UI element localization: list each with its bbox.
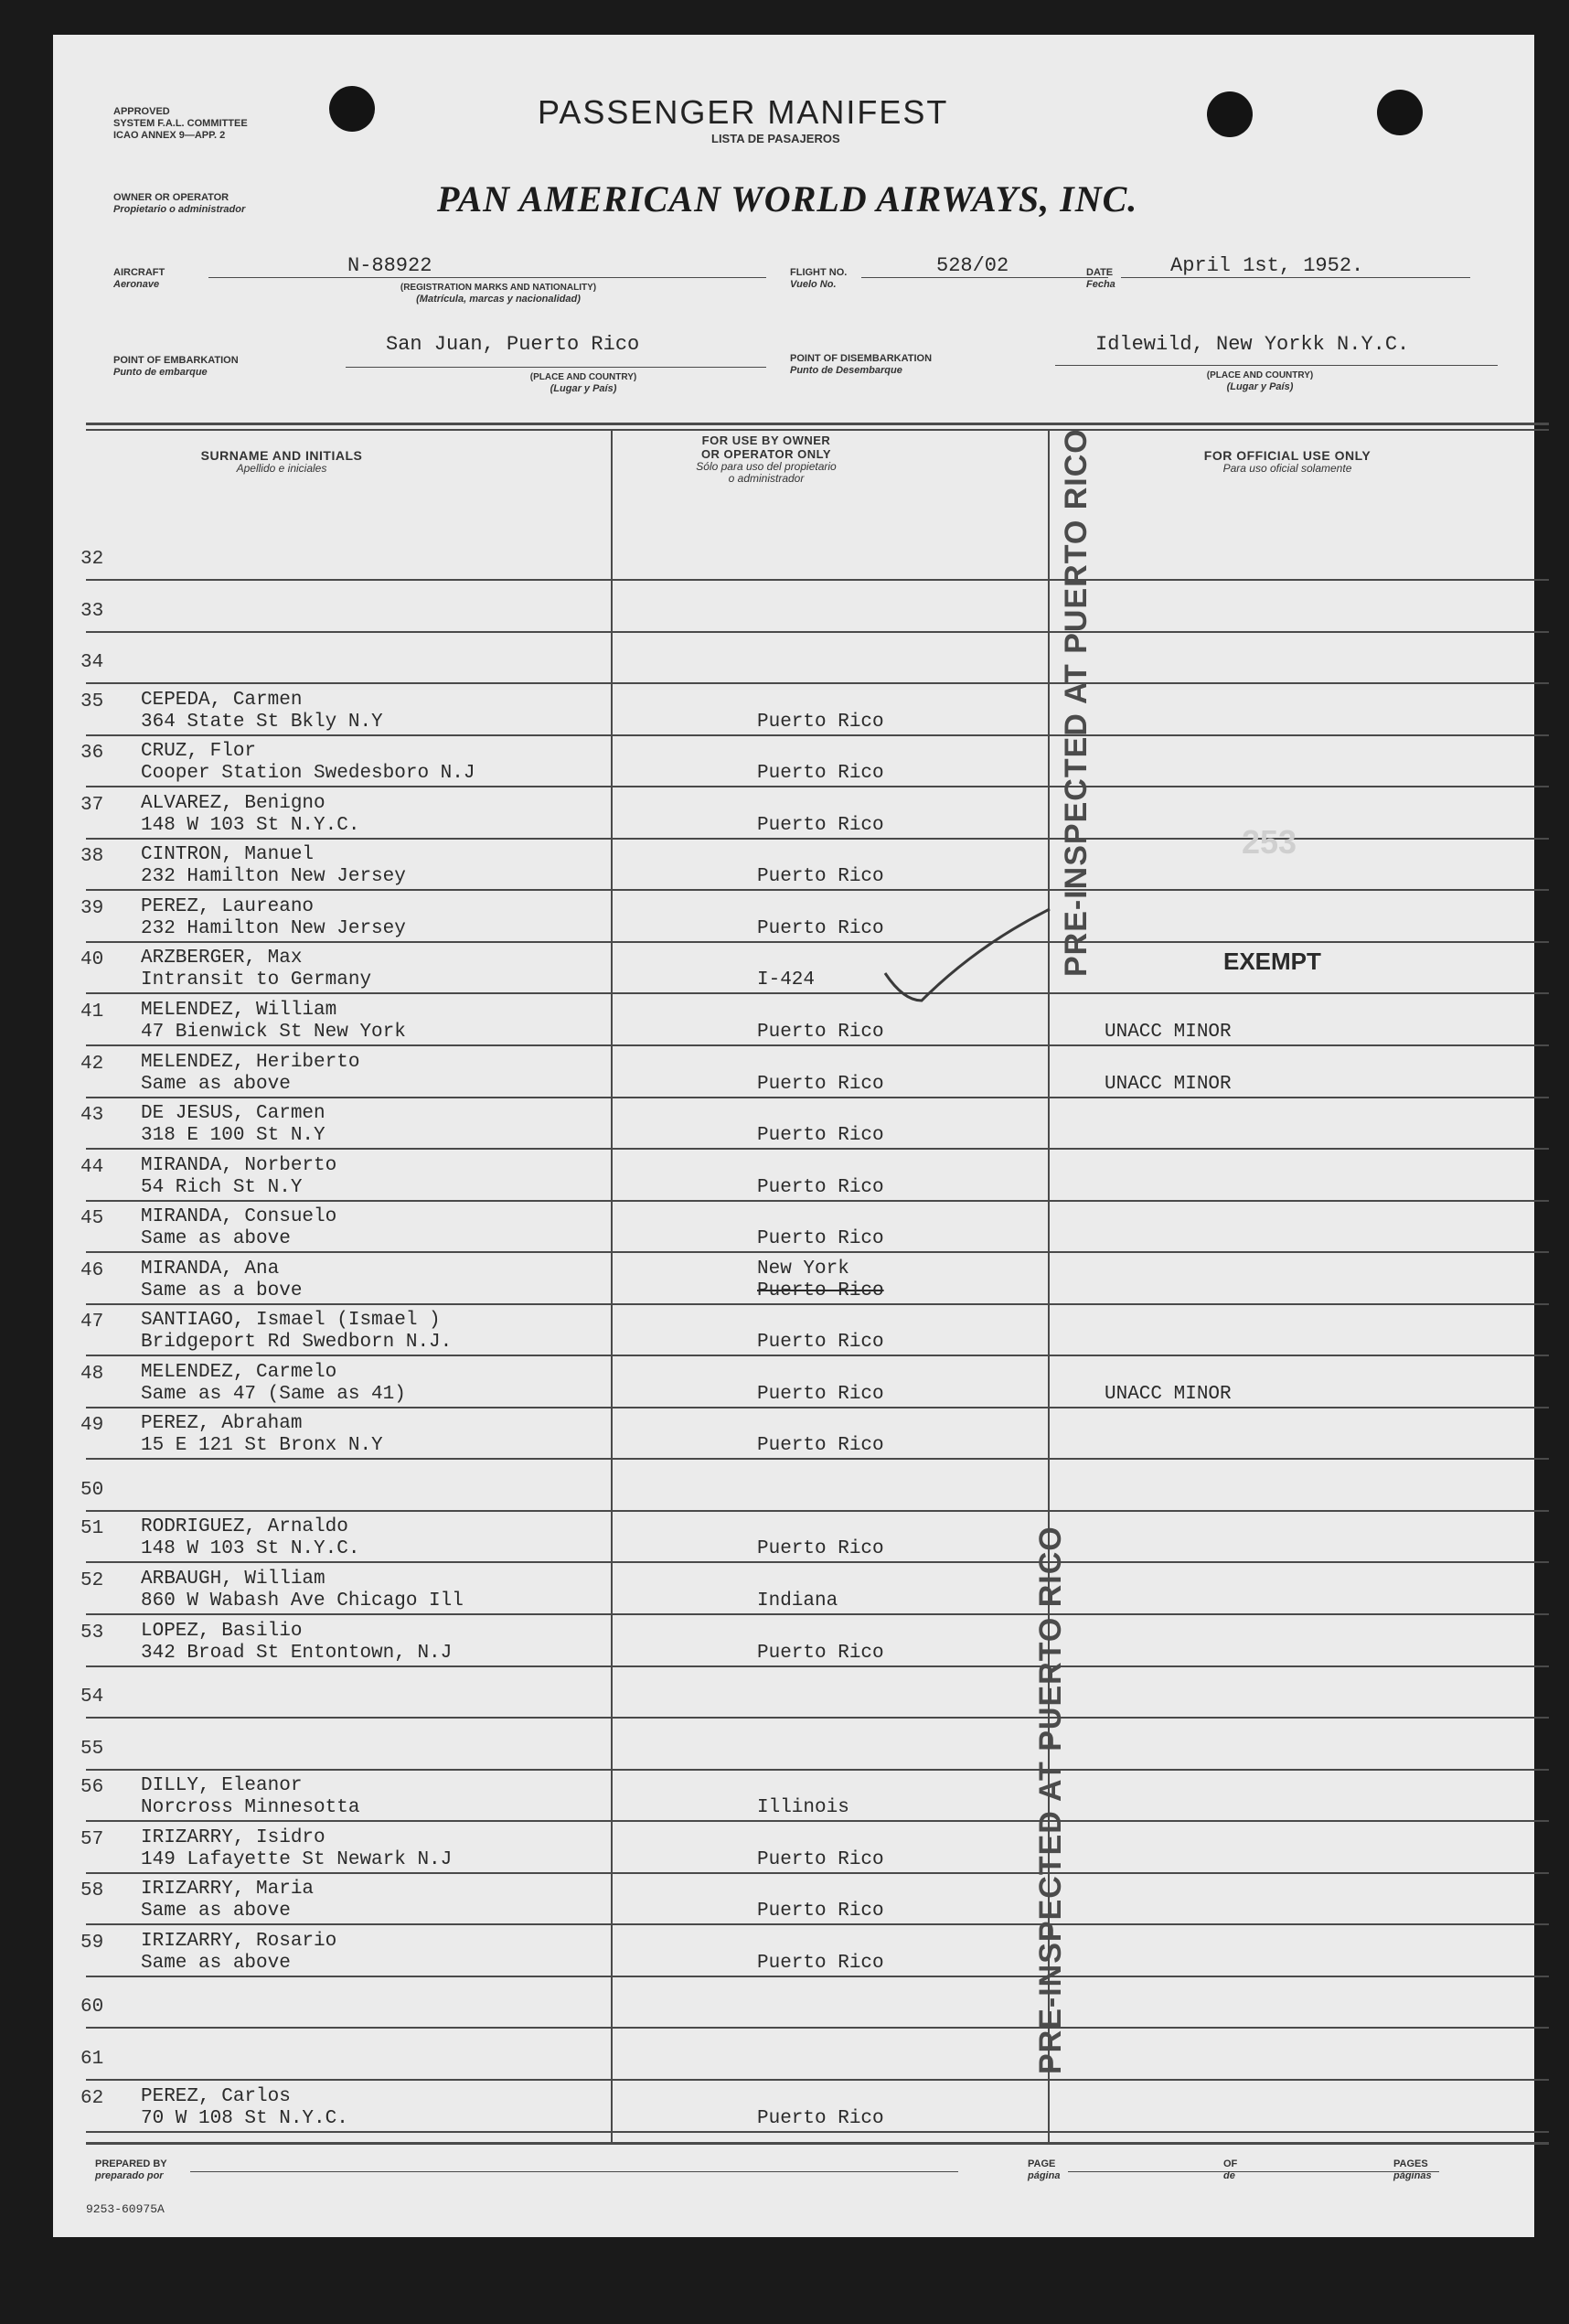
owner-use-value: Puerto Rico <box>757 918 884 939</box>
owner-use-value: Puerto Rico <box>757 1022 884 1043</box>
owner-use-value: Puerto Rico <box>757 1435 884 1456</box>
row-number: 46 <box>80 1260 104 1281</box>
passenger-address: 70 W 108 St N.Y.C. <box>141 2108 348 2129</box>
passenger-name: IRIZARRY, Maria <box>141 1879 315 1900</box>
embark-label-es: Punto de embarque <box>113 367 208 378</box>
table-row <box>53 942 1534 994</box>
owner-use-value: Puerto Rico <box>757 1901 884 1922</box>
disembark-place-note-es: (Lugar y País) <box>1226 381 1294 392</box>
date-underline <box>1121 277 1470 278</box>
passenger-name: ALVAREZ, Benigno <box>141 793 326 814</box>
flight-label <box>790 267 847 291</box>
col-header-owner-1: FOR USE BY OWNER <box>701 434 831 447</box>
passenger-address: 342 Broad St Entontown, N.J <box>141 1643 453 1664</box>
preinspected-stamp-1: PRE-INSPECTED AT PUERTO RICO <box>1059 428 1094 977</box>
owner-use-value: I-424 <box>757 969 816 991</box>
row-number: 57 <box>80 1829 104 1850</box>
passenger-name: MELENDEZ, Heriberto <box>141 1052 360 1073</box>
row-number: 43 <box>80 1105 104 1126</box>
row-number: 55 <box>80 1739 104 1760</box>
form-number: 9253-60975A <box>86 2202 165 2216</box>
embark-label-en: POINT OF EMBARKATION <box>113 355 239 366</box>
row-number: 39 <box>80 898 104 919</box>
passenger-name: PEREZ, Abraham <box>141 1413 303 1434</box>
owner-use-value-struck: Puerto Rico <box>757 1280 884 1301</box>
owner-label-en: OWNER OR OPERATOR <box>113 192 229 203</box>
row-number: 33 <box>80 601 104 622</box>
row-number: 51 <box>80 1518 104 1539</box>
passenger-name: LOPEZ, Basilio <box>141 1621 303 1642</box>
col-header-owner <box>620 434 913 485</box>
passenger-address: Same as above <box>141 1953 291 1974</box>
owner-use-value: Illinois <box>757 1797 849 1818</box>
passenger-address: 318 E 100 St N.Y <box>141 1125 326 1146</box>
flight-label-es: Vuelo No. <box>790 279 837 290</box>
table-row <box>53 1511 1534 1563</box>
footer-of <box>1223 2158 1237 2182</box>
table-row <box>53 1719 1534 1771</box>
passenger-name: PEREZ, Carlos <box>141 2086 291 2107</box>
approval-line-2: SYSTEM F.A.L. COMMITTEE <box>113 118 248 129</box>
disembark-place-note <box>1150 369 1370 393</box>
table-row <box>53 1408 1534 1460</box>
owner-use-value: Puerto Rico <box>757 866 884 887</box>
owner-label-es: Propietario o administrador <box>113 204 246 215</box>
table-row <box>53 891 1534 943</box>
passenger-name: DILLY, Eleanor <box>141 1775 303 1796</box>
footer-pages <box>1393 2158 1432 2182</box>
col-header-name-en: SURNAME AND INITIALS <box>200 448 363 463</box>
passenger-name: CINTRON, Manuel <box>141 844 315 865</box>
row-number: 49 <box>80 1415 104 1436</box>
col-header-official-en: FOR OFFICIAL USE ONLY <box>1203 448 1372 463</box>
footer-prepared-es: preparado por <box>95 2170 164 2181</box>
passenger-address: 860 W Wabash Ave Chicago Ill <box>141 1590 464 1612</box>
passenger-address: Same as a bove <box>141 1280 303 1301</box>
owner-label <box>113 192 245 216</box>
row-number: 37 <box>80 795 104 816</box>
table-row <box>53 1666 1534 1719</box>
footer-page-en: PAGE <box>1028 2158 1056 2169</box>
date-label-es: Fecha <box>1086 279 1115 290</box>
owner-use-value: Puerto Rico <box>757 712 884 733</box>
table-row <box>53 787 1534 840</box>
passenger-address: 148 W 103 St N.Y.C. <box>141 1538 360 1559</box>
table-row <box>53 1150 1534 1202</box>
table-row <box>53 1873 1534 1925</box>
owner-use-value: Puerto Rico <box>757 1125 884 1146</box>
aircraft-note-es: (Matrícula, marcas y nacionalidad) <box>416 294 581 305</box>
row-number: 45 <box>80 1208 104 1229</box>
date-value: April 1st, 1952. <box>1170 254 1364 277</box>
table-row <box>53 2029 1534 2081</box>
row-number: 36 <box>80 743 104 764</box>
passenger-name: ARZBERGER, Max <box>141 948 303 969</box>
aircraft-label <box>113 267 165 291</box>
disembark-place-note-en: (PLACE AND COUNTRY) <box>1206 370 1314 380</box>
col-header-official <box>1132 448 1443 475</box>
punch-hole-left <box>329 86 375 132</box>
embark-value: San Juan, Puerto Rico <box>386 333 640 356</box>
disembark-label <box>790 353 932 377</box>
passenger-address: 232 Hamilton New Jersey <box>141 918 406 939</box>
passenger-name: MIRANDA, Consuelo <box>141 1206 337 1227</box>
row-number: 60 <box>80 1997 104 2018</box>
row-number: 42 <box>80 1054 104 1075</box>
disembark-underline <box>1055 365 1498 366</box>
footer-pages-es: páginas <box>1393 2170 1432 2181</box>
owner-use-value: Puerto Rico <box>757 1228 884 1249</box>
passenger-name: MIRANDA, Norberto <box>141 1155 337 1176</box>
footer-pages-en: PAGES <box>1393 2158 1428 2169</box>
table-row <box>53 994 1534 1046</box>
row-number: 41 <box>80 1001 104 1023</box>
flight-label-en: FLIGHT NO. <box>790 267 848 278</box>
passenger-name: MELENDEZ, Carmelo <box>141 1362 337 1383</box>
row-number: 59 <box>80 1933 104 1954</box>
passenger-address: 15 E 121 St Bronx N.Y <box>141 1435 383 1456</box>
passenger-address: Intransit to Germany <box>141 969 372 991</box>
aircraft-value: N-88922 <box>347 254 432 277</box>
embark-place-note-en: (PLACE AND COUNTRY) <box>529 372 637 382</box>
passenger-address: 148 W 103 St N.Y.C. <box>141 815 360 836</box>
owner-use-value: Puerto Rico <box>757 1643 884 1664</box>
official-use-value: UNACC MINOR <box>1105 1384 1232 1405</box>
row-number: 50 <box>80 1480 104 1501</box>
footer-page <box>1028 2158 1060 2182</box>
owner-use-value: Puerto Rico <box>757 1538 884 1559</box>
row-number: 34 <box>80 652 104 673</box>
passenger-name: SANTIAGO, Ismael (Ismael ) <box>141 1310 441 1331</box>
table-bottom-rule <box>86 2142 1549 2145</box>
row-number: 58 <box>80 1880 104 1901</box>
table-row <box>53 1460 1534 1512</box>
table-row <box>53 1563 1534 1615</box>
table-row <box>53 1098 1534 1150</box>
owner-use-value: Puerto Rico <box>757 1177 884 1198</box>
official-use-value: EXEMPT <box>1223 948 1321 975</box>
table-top-rule-1 <box>86 423 1549 425</box>
disembark-value: Idlewild, New Yorkk N.Y.C. <box>1095 333 1410 356</box>
owner-use-value: Indiana <box>757 1590 838 1612</box>
footer-prepared-en: PREPARED BY <box>95 2158 167 2169</box>
row-number: 40 <box>80 949 104 970</box>
passenger-name: RODRIGUEZ, Arnaldo <box>141 1516 348 1537</box>
embark-place-note-es: (Lugar y País) <box>550 383 617 394</box>
passenger-address: Same as above <box>141 1901 291 1922</box>
row-number: 35 <box>80 691 104 712</box>
table-row <box>53 1770 1534 1822</box>
passenger-address: Same as 47 (Same as 41) <box>141 1384 406 1405</box>
table-row <box>53 1976 1534 2029</box>
passenger-name: IRIZARRY, Rosario <box>141 1931 337 1952</box>
owner-use-value: Puerto Rico <box>757 763 884 784</box>
owner-name: PAN AMERICAN WORLD AIRWAYS, INC. <box>437 178 1138 220</box>
passenger-address: 47 Bienwick St New York <box>141 1022 406 1043</box>
aircraft-note <box>347 282 649 305</box>
footer-of-es: de <box>1223 2170 1235 2181</box>
table-row <box>53 529 1534 581</box>
passenger-name: MELENDEZ, William <box>141 1000 337 1021</box>
col-header-name <box>144 448 419 475</box>
row-divider <box>86 2131 1549 2133</box>
owner-use-value: New York <box>757 1258 849 1280</box>
table-row <box>53 1201 1534 1253</box>
passenger-name: MIRANDA, Ana <box>141 1258 280 1280</box>
passenger-name: CRUZ, Flor <box>141 741 257 762</box>
col-header-name-es: Apellido e iniciales <box>236 462 327 475</box>
row-number: 56 <box>80 1777 104 1798</box>
row-number: 47 <box>80 1312 104 1333</box>
table-row <box>53 632 1534 684</box>
col-header-owner-es-1: Sólo para uso del propietario <box>696 460 837 473</box>
footer-page-es: página <box>1028 2170 1061 2181</box>
disembark-label-es: Punto de Desembarque <box>790 365 902 376</box>
table-row <box>53 1304 1534 1356</box>
owner-use-value: Puerto Rico <box>757 815 884 836</box>
footer-prepared <box>95 2158 167 2182</box>
table-top-rule-2 <box>86 429 1549 431</box>
disembark-label-en: POINT OF DISEMBARKATION <box>790 353 933 364</box>
passenger-address: Same as above <box>141 1228 291 1249</box>
table-row <box>53 684 1534 736</box>
table-row <box>53 735 1534 787</box>
table-row <box>53 1253 1534 1305</box>
col-header-official-es: Para uso oficial solamente <box>1222 462 1352 475</box>
footer-page-line <box>1068 2171 1269 2172</box>
punch-hole-right-1 <box>1207 91 1253 137</box>
approval-line-3: ICAO ANNEX 9—APP. 2 <box>113 130 226 141</box>
page-subtitle: LISTA DE PASAJEROS <box>711 132 840 145</box>
owner-use-value: Puerto Rico <box>757 1953 884 1974</box>
date-label <box>1086 267 1115 291</box>
passenger-name: ARBAUGH, William <box>141 1569 326 1590</box>
passenger-address: 364 State St Bkly N.Y <box>141 712 383 733</box>
row-number: 44 <box>80 1157 104 1178</box>
passenger-address: 54 Rich St N.Y <box>141 1177 303 1198</box>
owner-use-value: Puerto Rico <box>757 2108 884 2129</box>
approval-line-1: APPROVED <box>113 106 170 117</box>
passenger-name: CEPEDA, Carmen <box>141 690 303 711</box>
col-header-owner-2: OR OPERATOR ONLY <box>700 447 832 461</box>
row-number: 32 <box>80 549 104 570</box>
passenger-name: IRIZARRY, Isidro <box>141 1827 326 1848</box>
row-number: 53 <box>80 1623 104 1644</box>
table-row <box>53 1615 1534 1667</box>
manifest-sheet <box>53 35 1534 2237</box>
flight-number: 528/02 <box>936 254 1009 277</box>
row-number: 62 <box>80 2088 104 2109</box>
table-row <box>53 1925 1534 1977</box>
embark-place-note <box>474 371 693 395</box>
row-number: 48 <box>80 1364 104 1385</box>
table-row <box>53 581 1534 633</box>
aircraft-label-en: AIRCRAFT <box>113 267 165 278</box>
official-use-value: UNACC MINOR <box>1105 1022 1232 1043</box>
owner-use-value: Puerto Rico <box>757 1849 884 1870</box>
passenger-address: Same as above <box>141 1074 291 1095</box>
check-mark-icon <box>876 891 1059 1028</box>
passenger-address: Cooper Station Swedesboro N.J <box>141 763 475 784</box>
passenger-address: Norcross Minnesotta <box>141 1797 360 1818</box>
aircraft-label-es: Aeronave <box>113 279 160 290</box>
row-number: 54 <box>80 1687 104 1708</box>
page-title: PASSENGER MANIFEST <box>538 93 949 131</box>
owner-use-value: Puerto Rico <box>757 1332 884 1353</box>
passenger-name: DE JESUS, Carmen <box>141 1103 326 1124</box>
table-row <box>53 839 1534 891</box>
preinspected-stamp-2: PRE-INSPECTED AT PUERTO RICO <box>1033 1526 1068 2074</box>
table-row <box>53 1356 1534 1408</box>
date-label-en: DATE <box>1086 267 1114 278</box>
aircraft-underline <box>208 277 766 278</box>
approval-block <box>113 106 248 142</box>
flight-underline <box>861 277 1108 278</box>
passenger-name: PEREZ, Laureano <box>141 896 315 917</box>
passenger-address: Bridgeport Rd Swedborn N.J. <box>141 1332 453 1353</box>
row-number: 38 <box>80 846 104 867</box>
aircraft-note-en: (REGISTRATION MARKS AND NATIONALITY) <box>400 283 597 293</box>
footer-of-en: OF <box>1223 2158 1238 2169</box>
passenger-address: 232 Hamilton New Jersey <box>141 866 406 887</box>
table-row <box>53 2081 1534 2133</box>
row-number: 61 <box>80 2049 104 2070</box>
embark-underline <box>346 367 766 368</box>
col-header-owner-es-2: o administrador <box>728 472 805 485</box>
passenger-address: 149 Lafayette St Newark N.J <box>141 1849 453 1870</box>
table-row <box>53 1046 1534 1098</box>
owner-use-value: Puerto Rico <box>757 1074 884 1095</box>
table-row <box>53 1822 1534 1874</box>
owner-use-value: Puerto Rico <box>757 1384 884 1405</box>
footer-prepared-line <box>190 2171 958 2172</box>
faint-number: 253 <box>1242 823 1297 861</box>
embark-label <box>113 355 239 379</box>
punch-hole-right-2 <box>1377 90 1423 135</box>
official-use-value: UNACC MINOR <box>1105 1074 1232 1095</box>
row-number: 52 <box>80 1570 104 1591</box>
